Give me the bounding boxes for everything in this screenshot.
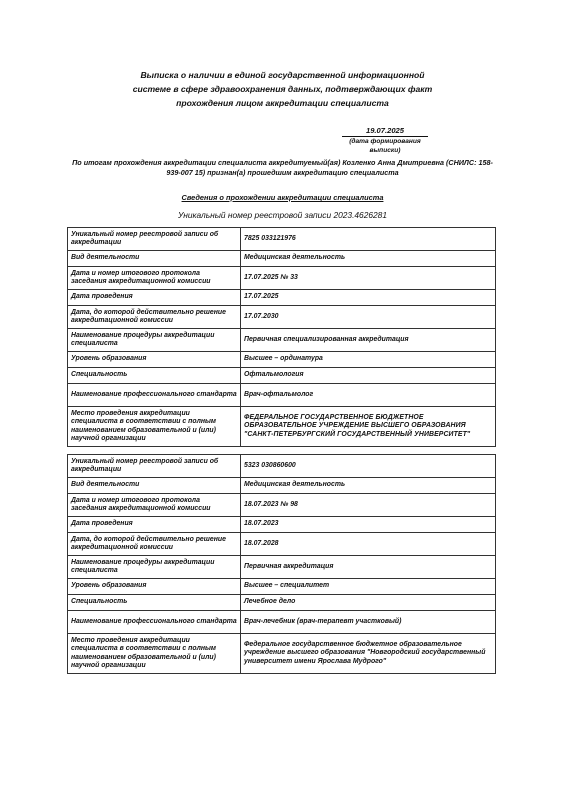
row-label: Специальность xyxy=(68,368,241,384)
title-line: системе в сфере здравоохранения данных, подтверждающих факт xyxy=(132,84,433,94)
row-label: Наименование профессионального стандарта xyxy=(68,384,241,407)
table-row xyxy=(68,611,496,634)
row-value: Врач-лечебник (врач-терапевт участковый) xyxy=(241,611,496,634)
section-heading: Сведения о прохождении аккредитации специалиста xyxy=(181,193,384,202)
intro-paragraph: По итогам прохождения аккредитации специалиста аккредитуемый(ая) Козленко Анна Дмитриевна (СНИЛС: 158-939-007 15) признан(а) прошедшим аккредитацию специалиста xyxy=(72,158,493,177)
row-value: 18.07.2028 xyxy=(241,533,496,556)
row-label: Уровень образования xyxy=(68,579,241,595)
row-value: ФЕДЕРАЛЬНОЕ ГОСУДАРСТВЕННОЕ БЮДЖЕТНОЕ ОБРАЗОВАТЕЛЬНОЕ УЧРЕЖДЕНИЕ ВЫСШЕГО ОБРАЗОВАНИЯ "САНКТ-ПЕТЕРБУРГСКИЙ ГОСУДАРСТВЕННЫЙ УНИВЕРСИТЕТ" xyxy=(241,407,496,447)
row-label: Вид деятельности xyxy=(68,478,241,494)
row-value: Лечебное дело xyxy=(241,595,496,611)
row-value: 7825 033121976 xyxy=(241,228,496,251)
row-label: Вид деятельности xyxy=(68,251,241,267)
row-value: 18.07.2023 xyxy=(241,517,496,533)
table-row xyxy=(68,290,496,306)
table-row xyxy=(68,533,496,556)
row-value: 18.07.2023 № 98 xyxy=(241,494,496,517)
extract-date-caption: (дата формирования выписки) xyxy=(349,138,421,154)
row-label: Уникальный номер реестровой записи об аккредитации xyxy=(68,455,241,478)
table-row xyxy=(68,494,496,517)
row-label: Дата проведения xyxy=(68,517,241,533)
row-value: 17.07.2030 xyxy=(241,306,496,329)
row-label: Наименование профессионального стандарта xyxy=(68,611,241,634)
table-row xyxy=(68,455,496,478)
row-label: Дата и номер итогового протокола заседания аккредитационной комиссии xyxy=(68,494,241,517)
table-row xyxy=(68,352,496,368)
table-row xyxy=(68,634,496,674)
table-row xyxy=(68,517,496,533)
row-label: Уровень образования xyxy=(68,352,241,368)
table-row xyxy=(68,267,496,290)
table-row xyxy=(68,579,496,595)
document-title xyxy=(0,68,565,110)
row-label: Дата и номер итогового протокола заседания аккредитационной комиссии xyxy=(68,267,241,290)
row-label: Наименование процедуры аккредитации специалиста xyxy=(68,329,241,352)
table-row xyxy=(68,251,496,267)
row-label: Наименование процедуры аккредитации специалиста xyxy=(68,556,241,579)
row-value: Федеральное государственное бюджетное образовательное учреждение высшего образования "Новгородский государственный университет имени Ярослава Мудрого" xyxy=(241,634,496,674)
row-label: Место проведения аккредитации специалиста в соответствии с полным наименованием образовательной и (или) научной организации xyxy=(68,407,241,447)
table-row xyxy=(68,556,496,579)
row-value: 17.07.2025 № 33 xyxy=(241,267,496,290)
registry-record-number: Уникальный номер реестровой записи 2023.4626281 xyxy=(177,210,388,220)
table-row xyxy=(68,478,496,494)
row-value: Первичная специализированная аккредитация xyxy=(241,329,496,352)
table-row xyxy=(68,329,496,352)
title-line: прохождения лицом аккредитации специалиста xyxy=(176,98,389,108)
accreditation-record-table-2 xyxy=(67,454,496,674)
row-label: Место проведения аккредитации специалиста в соответствии с полным наименованием образовательной и (или) научной организации xyxy=(68,634,241,674)
row-value: 5323 030860600 xyxy=(241,455,496,478)
row-label: Дата проведения xyxy=(68,290,241,306)
table-row xyxy=(68,407,496,447)
table-row xyxy=(68,384,496,407)
row-value: Офтальмология xyxy=(241,368,496,384)
row-value: Высшее – специалитет xyxy=(241,579,496,595)
row-value: Медицинская деятельность xyxy=(241,478,496,494)
row-value: Медицинская деятельность xyxy=(241,251,496,267)
row-value: Высшее – ординатура xyxy=(241,352,496,368)
row-value: 17.07.2025 xyxy=(241,290,496,306)
table-row xyxy=(68,228,496,251)
extract-date-block xyxy=(342,126,428,155)
row-value: Врач-офтальмолог xyxy=(241,384,496,407)
title-line: Выписка о наличии в единой государственной информационной xyxy=(140,70,425,80)
row-label: Специальность xyxy=(68,595,241,611)
row-label: Дата, до которой действительно решение аккредитационной комиссии xyxy=(68,306,241,329)
table-row xyxy=(68,306,496,329)
row-label: Уникальный номер реестровой записи об аккредитации xyxy=(68,228,241,251)
row-value: Первичная аккредитация xyxy=(241,556,496,579)
table-row xyxy=(68,595,496,611)
extract-date: 19.07.2025 xyxy=(342,126,428,137)
table-row xyxy=(68,368,496,384)
accreditation-record-table-1 xyxy=(67,227,496,447)
row-label: Дата, до которой действительно решение аккредитационной комиссии xyxy=(68,533,241,556)
